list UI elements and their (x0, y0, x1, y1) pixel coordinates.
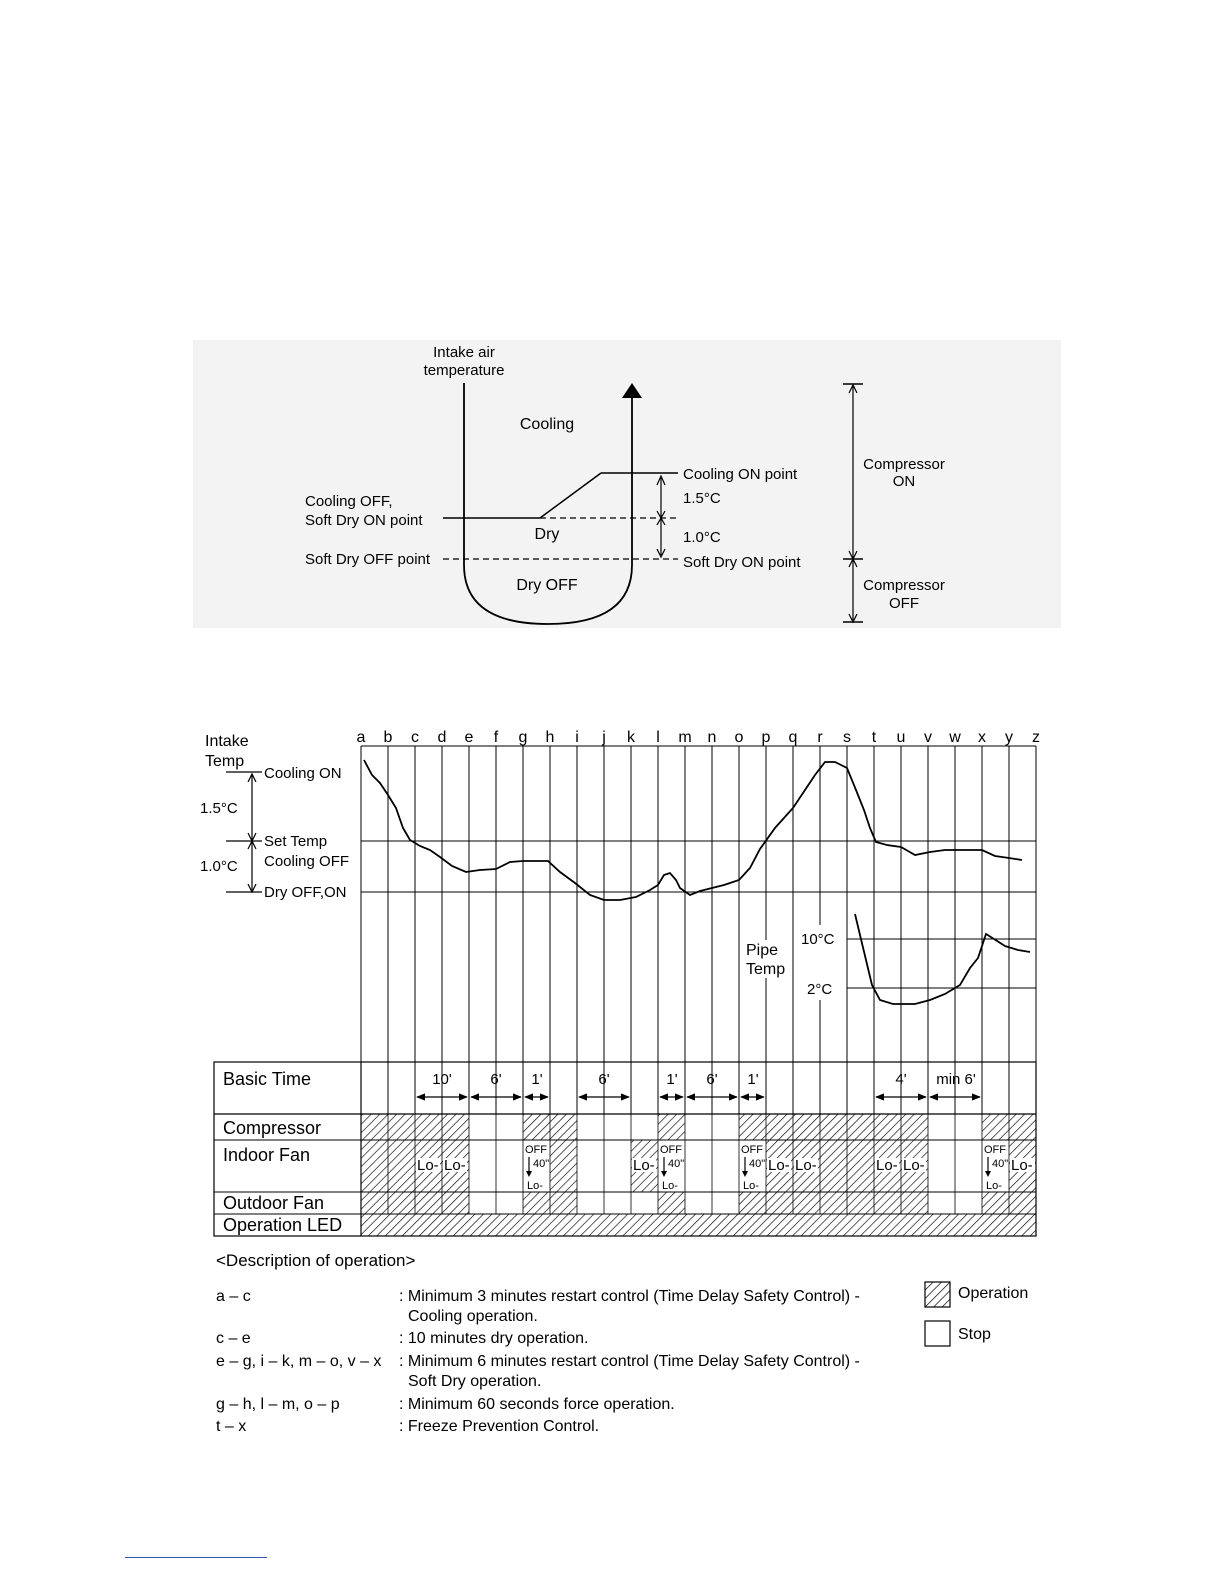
zone-cooling: Cooling (519, 416, 575, 433)
basic-time-label: 6' (598, 1071, 610, 1088)
fan-lo-label: Lo- (1011, 1157, 1033, 1174)
desc-text-cont: Soft Dry operation. (408, 1373, 542, 1390)
basic-time-label: 4' (895, 1071, 907, 1088)
basic-time-label: 1' (666, 1071, 678, 1088)
cooling-on-point-label: Cooling ON point (683, 466, 798, 483)
letter-label: b (383, 729, 393, 746)
fan-40-label: 40" (533, 1158, 550, 1170)
fan-lo-label: Lo- (903, 1157, 925, 1174)
letter-label: g (518, 729, 528, 746)
letter-label: j (602, 729, 606, 746)
letter-label: h (545, 729, 555, 746)
letter-label: v (924, 729, 932, 746)
left-label-1b: Soft Dry ON point (305, 512, 423, 529)
legend-operation-swatch (925, 1282, 950, 1307)
operation-table (214, 1062, 1036, 1236)
footer-link-line (125, 1557, 267, 1558)
zone-dry-off: Dry OFF (516, 577, 578, 594)
letter-label: l (656, 729, 660, 746)
pipe-label-1: Pipe (746, 942, 779, 959)
letter-label: w (949, 729, 961, 746)
fan-lo-small-label: Lo- (743, 1180, 759, 1192)
diagram-1 (193, 340, 1061, 628)
y-axis-label-1: Intake air (433, 344, 495, 361)
letter-label: o (734, 729, 744, 746)
letter-label: x (978, 729, 986, 746)
compressor-on-label-2: ON (892, 473, 916, 490)
letter-label: n (707, 729, 717, 746)
basic-time-label: 10' (432, 1071, 452, 1088)
basic-time-labels (432, 1071, 976, 1088)
delta-1-label: 1.5°C (200, 800, 238, 817)
desc-range: t – x (216, 1418, 247, 1435)
fan-lo-label: Lo- (768, 1157, 790, 1174)
fan-lo-label: Lo- (876, 1157, 898, 1174)
legend-operation-label: Operation (958, 1285, 1029, 1302)
delta-2-label: 1.0°C (683, 529, 721, 546)
delta-2-label: 1.0°C (200, 858, 238, 875)
row-label-indoor-fan: Indoor Fan (223, 1145, 311, 1165)
basic-time-label: 1' (747, 1071, 759, 1088)
description-title: <Description of operation> (216, 1251, 416, 1270)
intake-temp-curve (364, 760, 1022, 900)
letter-label: t (871, 729, 877, 746)
fan-40-label: 40" (668, 1158, 685, 1170)
zone-dry: Dry (534, 526, 560, 543)
operation-led-row-cells (361, 1214, 1036, 1236)
letter-label: i (575, 729, 579, 746)
fan-off-cell (984, 1144, 1008, 1192)
left-label-2: Soft Dry OFF point (305, 551, 431, 568)
indoor-fan-labels (416, 1142, 1035, 1192)
letter-label: p (761, 729, 771, 746)
fan-off-cell (525, 1144, 549, 1192)
letter-label: q (788, 729, 798, 746)
soft-dry-on-point-label: Soft Dry ON point (683, 554, 801, 571)
intake-label-2: Temp (205, 753, 245, 770)
fan-lo-label: Lo- (633, 1157, 655, 1174)
letter-label: k (627, 729, 635, 746)
fan-lo-small-label: Lo- (527, 1180, 543, 1192)
fan-off-label: OFF (660, 1144, 682, 1156)
pipe-temp-curve (855, 914, 1030, 1004)
letter-label: y (1005, 729, 1013, 746)
row-label-basic-time: Basic Time (223, 1069, 312, 1089)
y-axis-label-2: temperature (423, 362, 505, 379)
desc-range: g – h, l – m, o – p (216, 1396, 340, 1413)
cooling-on-label: Cooling ON (264, 765, 342, 782)
letter-label: z (1032, 729, 1040, 746)
letter-label: f (493, 729, 499, 746)
table-vertical-grid (388, 1062, 1009, 1114)
fan-40-label: 40" (749, 1158, 766, 1170)
pipe-label-2: Temp (746, 961, 786, 978)
row-label-outdoor-fan: Outdoor Fan (223, 1193, 325, 1213)
compressor-off-label-1: Compressor (863, 577, 945, 594)
fan-off-label: OFF (525, 1144, 547, 1156)
letter-label: m (678, 729, 692, 746)
legend-stop-label: Stop (958, 1326, 991, 1343)
desc-range: a – c (216, 1288, 251, 1305)
delta-1-label: 1.5°C (683, 490, 721, 507)
basic-time-label: min 6' (936, 1071, 976, 1088)
basic-time-label: 6' (490, 1071, 502, 1088)
letter-label: a (356, 729, 366, 746)
desc-text: : Freeze Prevention Control. (399, 1418, 600, 1435)
compressor-row-cells (361, 1114, 1036, 1140)
fan-40-label: 40" (992, 1158, 1009, 1170)
desc-text-cont: Cooling operation. (408, 1308, 538, 1325)
letter-label: s (843, 729, 851, 746)
fan-off-cell (740, 1142, 765, 1192)
compressor-off-label-2: OFF (889, 595, 919, 612)
left-label-1a: Cooling OFF, (305, 493, 393, 510)
intake-label-1: Intake (205, 733, 249, 750)
diagram-2 (200, 729, 1040, 1236)
letter-label: u (896, 729, 906, 746)
fan-lo-label: Lo- (444, 1157, 466, 1174)
desc-text: : Minimum 6 minutes restart control (Time Delay Safety Control) - (399, 1353, 860, 1370)
outdoor-fan-row-cells (361, 1192, 1036, 1214)
basic-time-label: 6' (706, 1071, 718, 1088)
fan-lo-small-label: Lo- (986, 1180, 1002, 1192)
row-label-operation-led: Operation LED (223, 1215, 343, 1235)
letters-row (357, 729, 1040, 746)
cooling-off-label: Cooling OFF (264, 853, 350, 870)
desc-text: : Minimum 3 minutes restart control (Time Delay Safety Control) - (399, 1288, 860, 1305)
fan-lo-label: Lo- (795, 1157, 817, 1174)
letter-label: d (437, 729, 447, 746)
fan-lo-small-label: Lo- (662, 1180, 678, 1192)
desc-text: : 10 minutes dry operation. (399, 1330, 589, 1347)
row-label-compressor: Compressor (223, 1118, 322, 1138)
compressor-on-label-1: Compressor (863, 456, 945, 473)
legend-stop-swatch (925, 1321, 950, 1346)
fan-lo-label: Lo- (417, 1157, 439, 1174)
desc-range: c – e (216, 1330, 251, 1347)
fan-off-label: OFF (984, 1144, 1006, 1156)
dry-off-on-label: Dry OFF,ON (264, 884, 347, 901)
desc-range: e – g, i – k, m – o, v – x (216, 1353, 382, 1370)
pipe-10c-label: 10°C (801, 931, 835, 948)
basic-time-label: 1' (531, 1071, 543, 1088)
fan-off-label: OFF (741, 1144, 763, 1156)
fan-off-cell (660, 1144, 684, 1192)
set-temp-label: Set Temp (264, 833, 328, 850)
letter-label: e (464, 729, 474, 746)
letter-label: r (817, 729, 823, 746)
pipe-2c-label: 2°C (807, 981, 833, 998)
desc-text: : Minimum 60 seconds force operation. (399, 1396, 675, 1413)
letter-label: c (411, 729, 419, 746)
